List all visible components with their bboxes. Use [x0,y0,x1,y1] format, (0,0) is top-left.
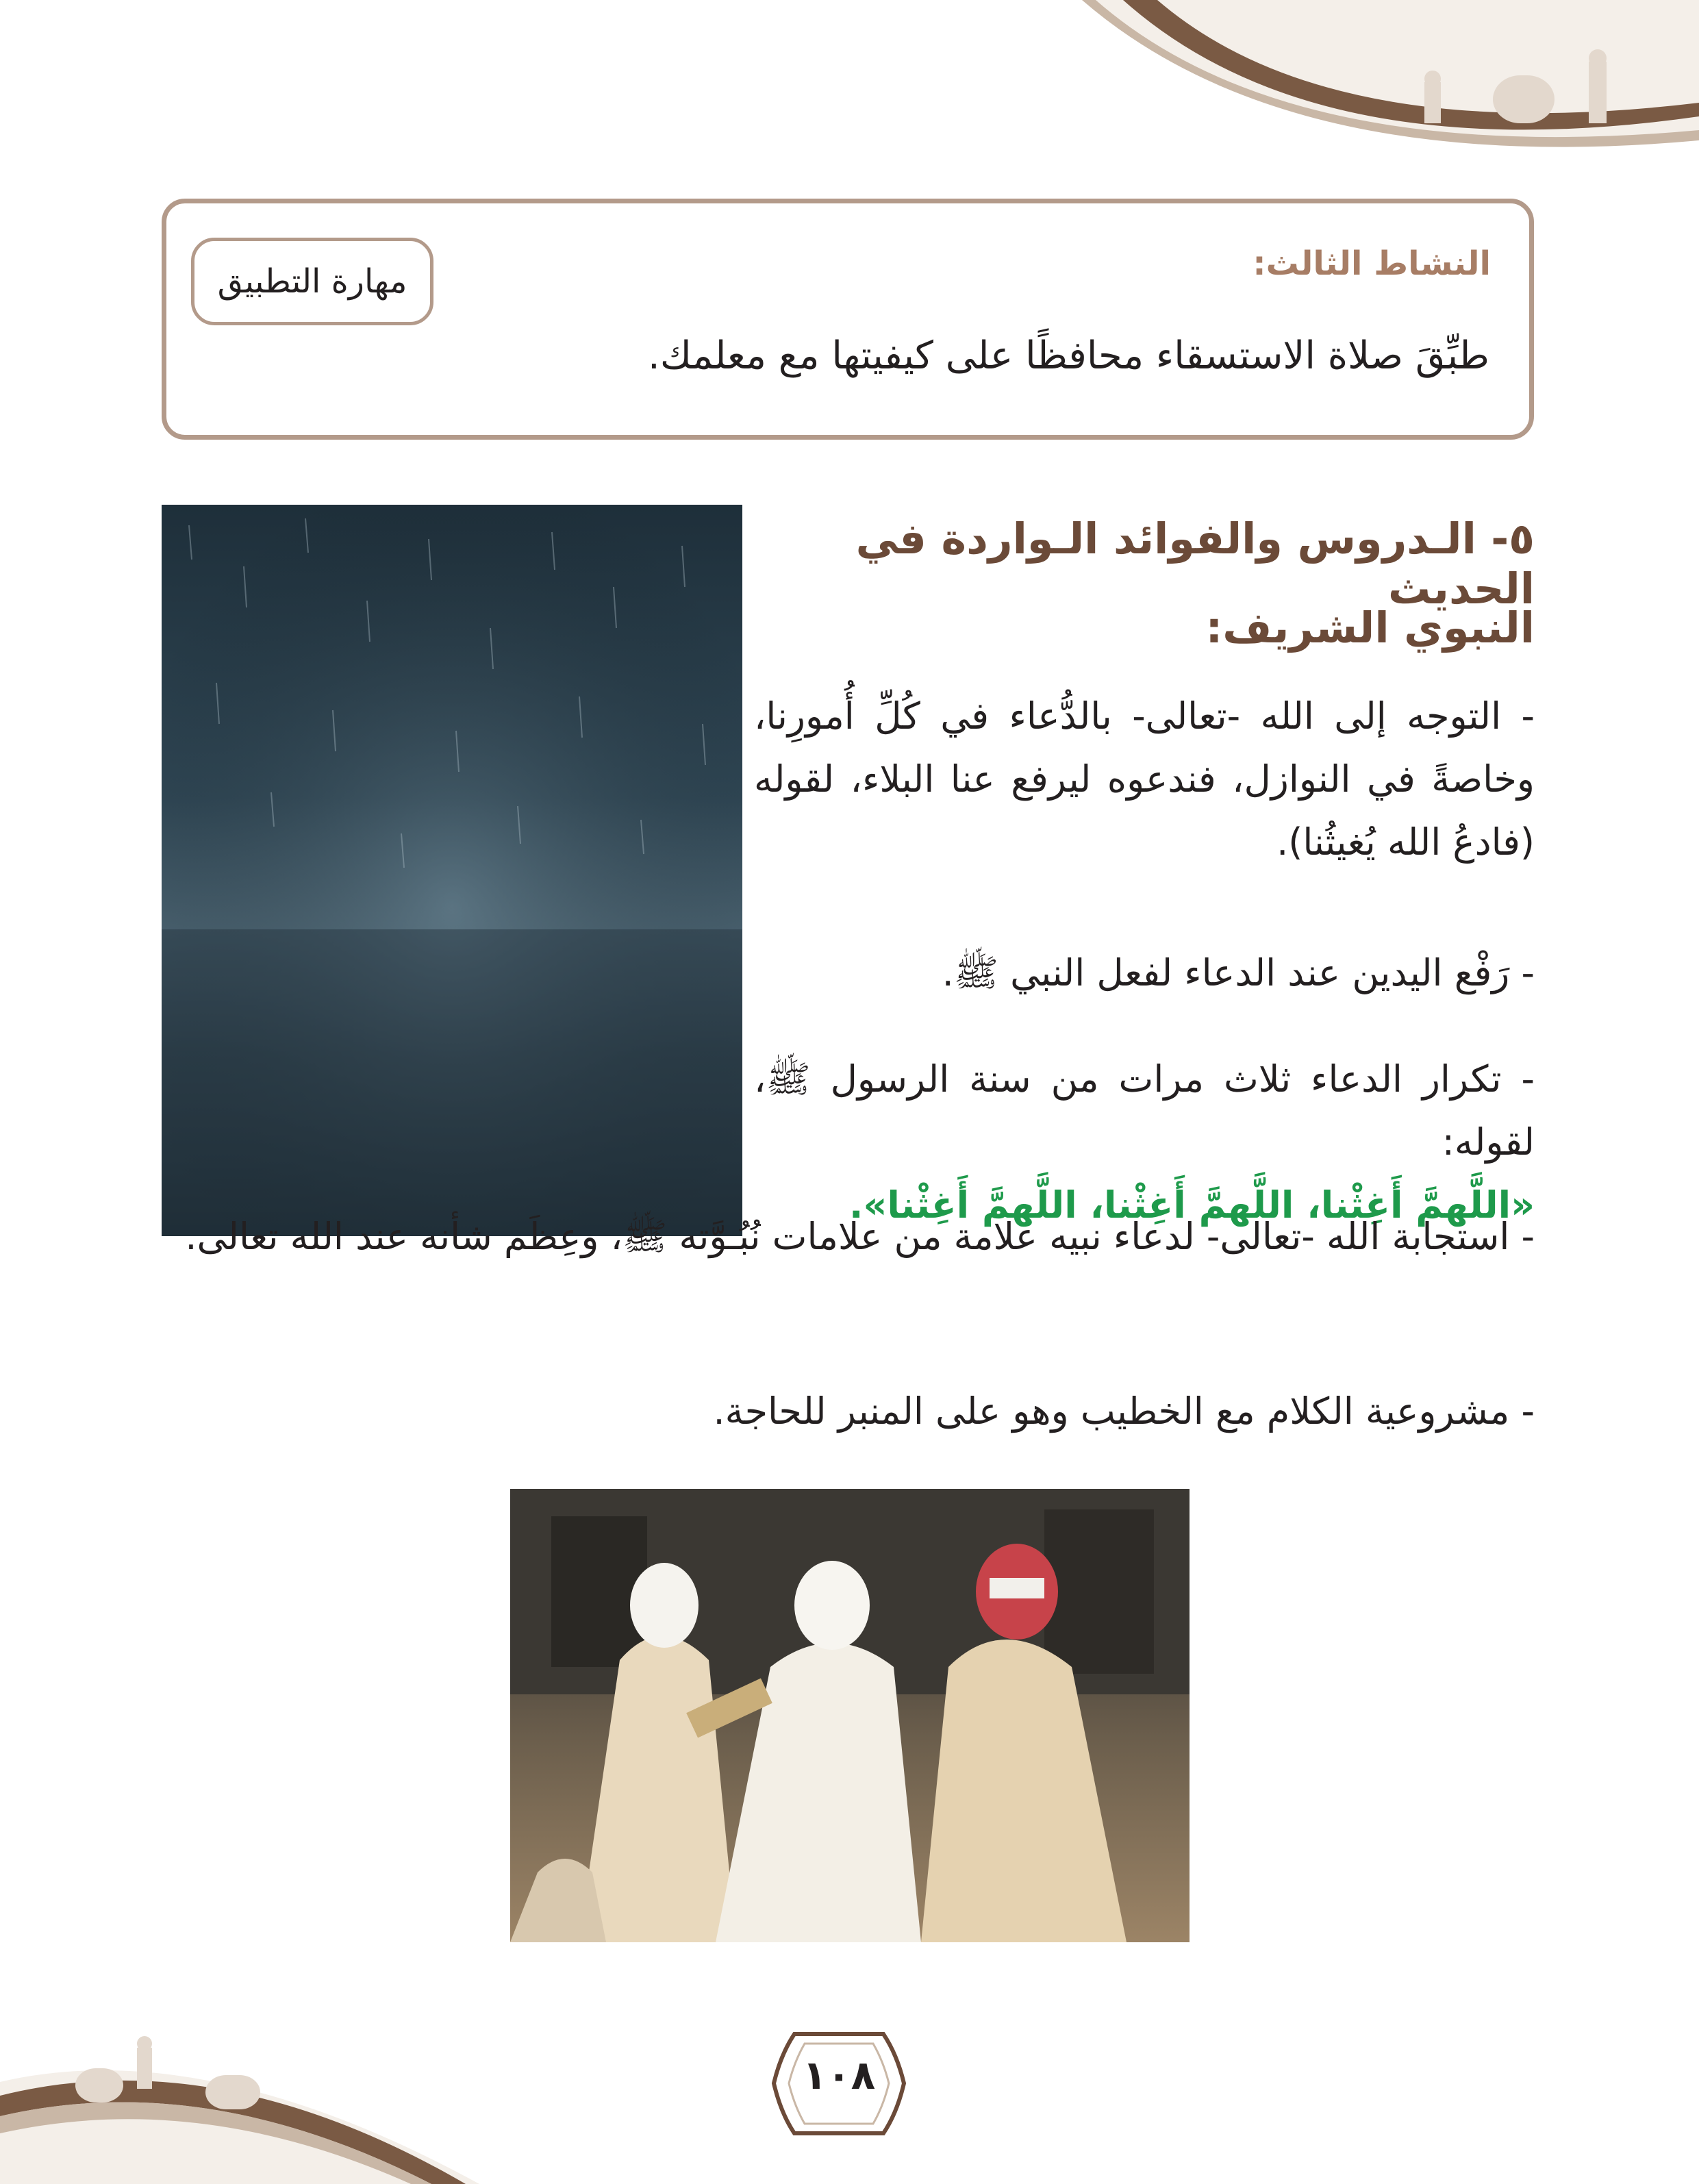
lesson-point-3-text: - تكرار الدعاء ثلاث مرات من سنة الرسول ﷺ، لقوله: [754,1057,1535,1164]
skill-badge: مهارة التطبيق [191,238,433,325]
activity-instruction: طبِّقَ صلاة الاستسقاء محافظًا على كيفيتها مع معلمك. [648,334,1489,378]
lesson-point-5: - مشروعية الكلام مع الخطيب وهو على المنبر للحاجة. [713,1390,1535,1433]
activity-box [162,199,1534,440]
lesson-point-1: - التوجه إلى الله -تعالى- بالدُّعاء في كُلِّ أُمورِنا، وخاصةً في النوازل، فندعوه ليرفع عنا البلاء، لقوله (فادعُ الله يُغيثُنا). [754,694,1535,864]
page-number: ١٠٨ [802,2052,876,2098]
section-heading-continued: النبوي الشريف: [1205,603,1535,653]
dua-quote: «اللَّهمَّ أَغِثْنا، اللَّهمَّ أَغِثْنا، اللَّهمَّ أَغِثْنا». [848,1183,1535,1227]
section-heading: ٥- الـدروس والفوائد الـواردة في الحديث [855,514,1535,614]
lesson-point-2: - رَفْع اليدين عند الدعاء لفعل النبي ﷺ. [942,951,1535,994]
activity-title: النشاط الثالث: [1253,244,1491,283]
ceremony-photo [510,1489,1190,1942]
rain-photo [162,505,742,1236]
lesson-point-4: - استجابة الله -تعالى- لدعاء نبيه علامة من علامات نُبُـوَّته ﷺ، وعِظَم شأنه عند الله تعالى. [185,1215,1535,1258]
decorative-corner-bottom [0,2020,479,2184]
decorative-corner-top [1082,0,1699,164]
